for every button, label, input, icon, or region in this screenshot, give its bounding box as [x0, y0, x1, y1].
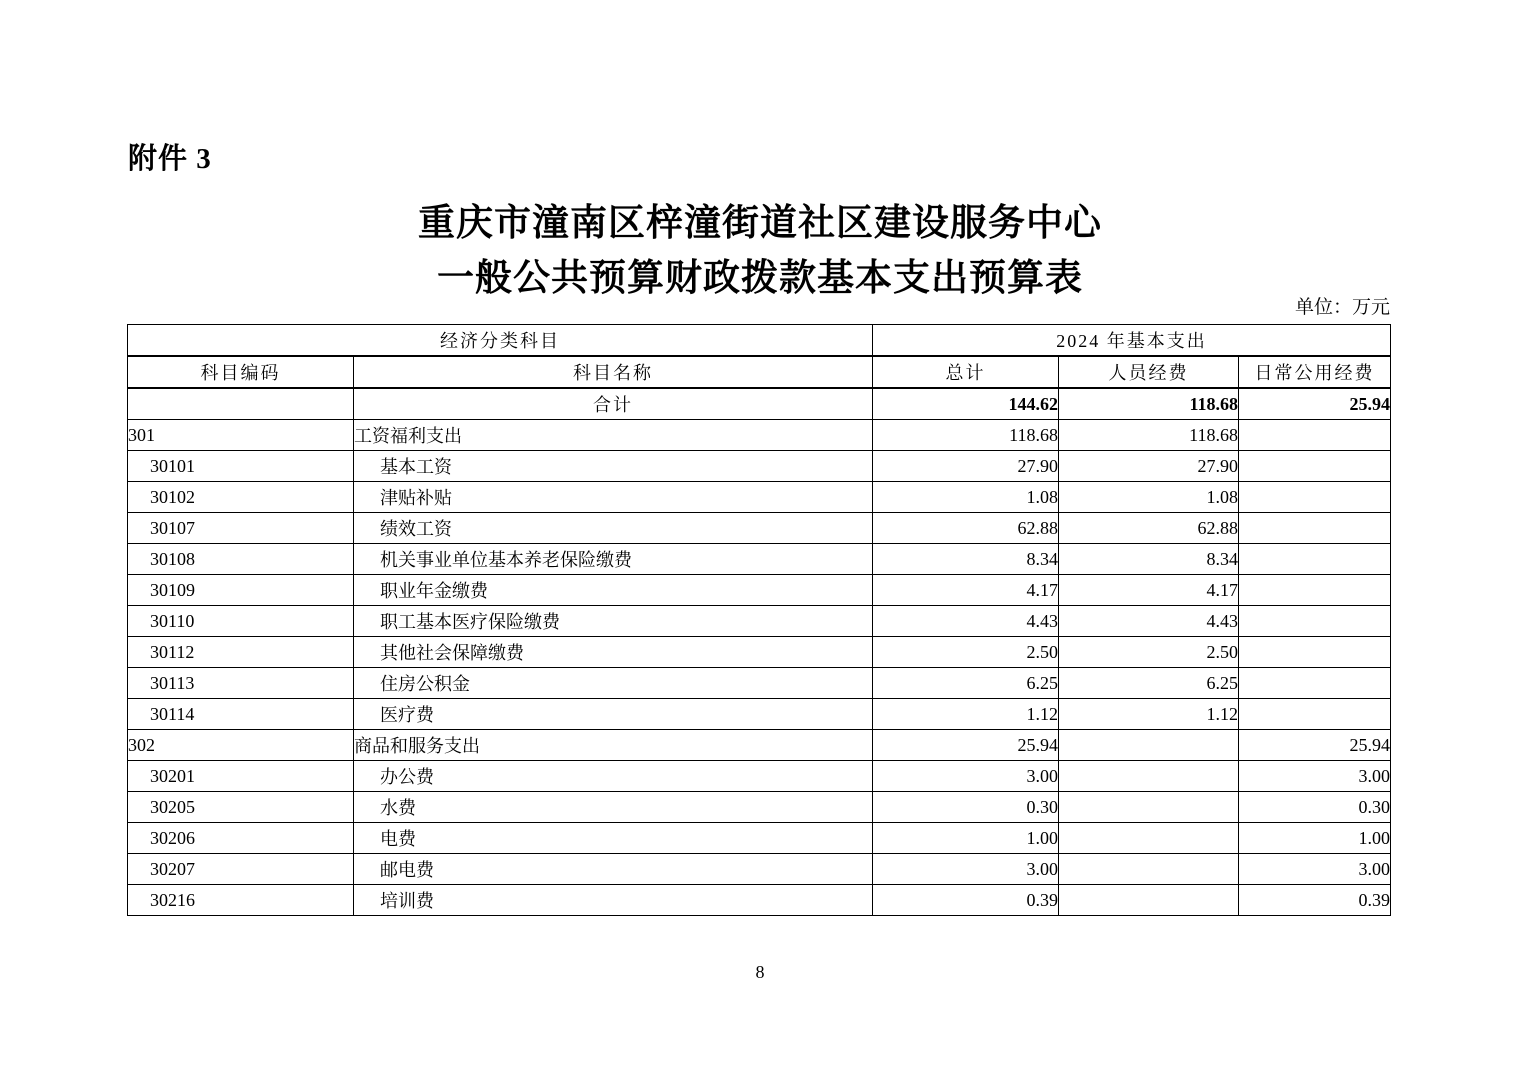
table-row: [128, 513, 1391, 544]
daily-public-funds-cell: [1239, 637, 1391, 668]
daily-public-funds-cell: [1239, 544, 1391, 575]
total-cell: 118.68: [873, 420, 1059, 451]
daily-public-funds-cell: [1239, 451, 1391, 482]
column-header-daily-public-funds: 日常公用经费: [1239, 356, 1391, 388]
table-row: [128, 420, 1391, 451]
table-row: [128, 482, 1391, 513]
subject-code-cell: 30207: [128, 854, 354, 885]
daily-public-funds-cell: 25.94: [1239, 388, 1391, 420]
column-header-subject-code: 科目编码: [128, 356, 354, 388]
daily-public-funds-cell: [1239, 482, 1391, 513]
daily-public-funds-cell: 0.39: [1239, 885, 1391, 916]
header-group-row: [128, 325, 1391, 357]
table-row: [128, 637, 1391, 668]
subject-name-cell: 电费: [354, 823, 873, 854]
subject-code-cell: 30108: [128, 544, 354, 575]
table-row: [128, 544, 1391, 575]
personnel-funds-cell: 6.25: [1059, 668, 1239, 699]
subject-code-cell: 30101: [128, 451, 354, 482]
subject-name-cell: 医疗费: [354, 699, 873, 730]
total-cell: 2.50: [873, 637, 1059, 668]
table-row: [128, 761, 1391, 792]
daily-public-funds-cell: [1239, 699, 1391, 730]
subject-code-cell: 302: [128, 730, 354, 761]
daily-public-funds-cell: 25.94: [1239, 730, 1391, 761]
total-cell: 0.30: [873, 792, 1059, 823]
total-cell: 8.34: [873, 544, 1059, 575]
daily-public-funds-cell: 3.00: [1239, 854, 1391, 885]
table-row: [128, 792, 1391, 823]
subject-code-cell: 301: [128, 420, 354, 451]
personnel-funds-cell: 8.34: [1059, 544, 1239, 575]
personnel-funds-cell: [1059, 730, 1239, 761]
personnel-funds-cell: [1059, 854, 1239, 885]
subject-code-cell: 30205: [128, 792, 354, 823]
personnel-funds-cell: [1059, 761, 1239, 792]
unit-note: 单位：万元: [1294, 297, 1390, 318]
subject-code-cell: 30206: [128, 823, 354, 854]
daily-public-funds-cell: 1.00: [1239, 823, 1391, 854]
attachment-label: 附件 3: [128, 143, 212, 175]
subject-name-cell: 商品和服务支出: [354, 730, 873, 761]
subject-name-cell: 绩效工资: [354, 513, 873, 544]
daily-public-funds-cell: [1239, 420, 1391, 451]
subject-name-cell: 办公费: [354, 761, 873, 792]
document-title-line2: 一般公共预算财政拨款基本支出预算表: [437, 258, 1083, 299]
subject-code-cell: 30102: [128, 482, 354, 513]
personnel-funds-cell: 1.08: [1059, 482, 1239, 513]
header-economic-classification: 经济分类科目: [128, 325, 873, 357]
total-cell: 1.08: [873, 482, 1059, 513]
budget-table: [127, 324, 1391, 916]
total-cell: 25.94: [873, 730, 1059, 761]
personnel-funds-cell: [1059, 885, 1239, 916]
personnel-funds-cell: 62.88: [1059, 513, 1239, 544]
personnel-funds-cell: 27.90: [1059, 451, 1239, 482]
personnel-funds-cell: 118.68: [1059, 388, 1239, 420]
table-row: [128, 854, 1391, 885]
total-cell: 1.00: [873, 823, 1059, 854]
subject-name-cell: 住房公积金: [354, 668, 873, 699]
total-cell: 1.12: [873, 699, 1059, 730]
subject-name-cell: 水费: [354, 792, 873, 823]
subject-code-cell: 30114: [128, 699, 354, 730]
table-row: [128, 730, 1391, 761]
table-row: [128, 451, 1391, 482]
total-cell: 0.39: [873, 885, 1059, 916]
personnel-funds-cell: 4.17: [1059, 575, 1239, 606]
personnel-funds-cell: [1059, 792, 1239, 823]
personnel-funds-cell: 4.43: [1059, 606, 1239, 637]
budget-table-header: [128, 325, 1391, 389]
subject-code-cell: [128, 388, 354, 420]
daily-public-funds-cell: [1239, 513, 1391, 544]
table-row: [128, 823, 1391, 854]
summary-row: [128, 388, 1391, 420]
daily-public-funds-cell: 0.30: [1239, 792, 1391, 823]
page-number: 8: [755, 962, 765, 982]
subject-code-cell: 30110: [128, 606, 354, 637]
subject-code-cell: 30201: [128, 761, 354, 792]
daily-public-funds-cell: [1239, 668, 1391, 699]
total-cell: 3.00: [873, 761, 1059, 792]
subject-name-cell: 培训费: [354, 885, 873, 916]
personnel-funds-cell: 1.12: [1059, 699, 1239, 730]
personnel-funds-cell: 2.50: [1059, 637, 1239, 668]
subject-name-cell: 邮电费: [354, 854, 873, 885]
total-cell: 62.88: [873, 513, 1059, 544]
subject-code-cell: 30113: [128, 668, 354, 699]
header-columns-row: [128, 356, 1391, 388]
subject-name-cell: 机关事业单位基本养老保险缴费: [354, 544, 873, 575]
total-cell: 6.25: [873, 668, 1059, 699]
subject-code-cell: 30107: [128, 513, 354, 544]
subject-code-cell: 30112: [128, 637, 354, 668]
column-header-subject-name: 科目名称: [354, 356, 873, 388]
table-row: [128, 606, 1391, 637]
table-row: [128, 699, 1391, 730]
subject-name-cell: 职工基本医疗保险缴费: [354, 606, 873, 637]
subject-name-cell: 职业年金缴费: [354, 575, 873, 606]
subject-name-cell: 工资福利支出: [354, 420, 873, 451]
column-header-total: 总计: [873, 356, 1059, 388]
header-2024-basic-expenditure: 2024 年基本支出: [873, 325, 1391, 357]
subject-name-cell: 其他社会保障缴费: [354, 637, 873, 668]
daily-public-funds-cell: 3.00: [1239, 761, 1391, 792]
total-cell: 144.62: [873, 388, 1059, 420]
total-cell: 27.90: [873, 451, 1059, 482]
table-row: [128, 885, 1391, 916]
subject-name-cell: 津贴补贴: [354, 482, 873, 513]
subject-name-cell: 基本工资: [354, 451, 873, 482]
daily-public-funds-cell: [1239, 575, 1391, 606]
subject-name-cell: 合计: [354, 388, 873, 420]
personnel-funds-cell: 118.68: [1059, 420, 1239, 451]
document-title-line1: 重庆市潼南区梓潼街道社区建设服务中心: [418, 203, 1102, 244]
total-cell: 4.17: [873, 575, 1059, 606]
subject-code-cell: 30216: [128, 885, 354, 916]
subject-code-cell: 30109: [128, 575, 354, 606]
daily-public-funds-cell: [1239, 606, 1391, 637]
personnel-funds-cell: [1059, 823, 1239, 854]
total-cell: 3.00: [873, 854, 1059, 885]
table-row: [128, 668, 1391, 699]
total-cell: 4.43: [873, 606, 1059, 637]
budget-table-body: [128, 388, 1391, 916]
column-header-personnel-funds: 人员经费: [1059, 356, 1239, 388]
table-row: [128, 575, 1391, 606]
